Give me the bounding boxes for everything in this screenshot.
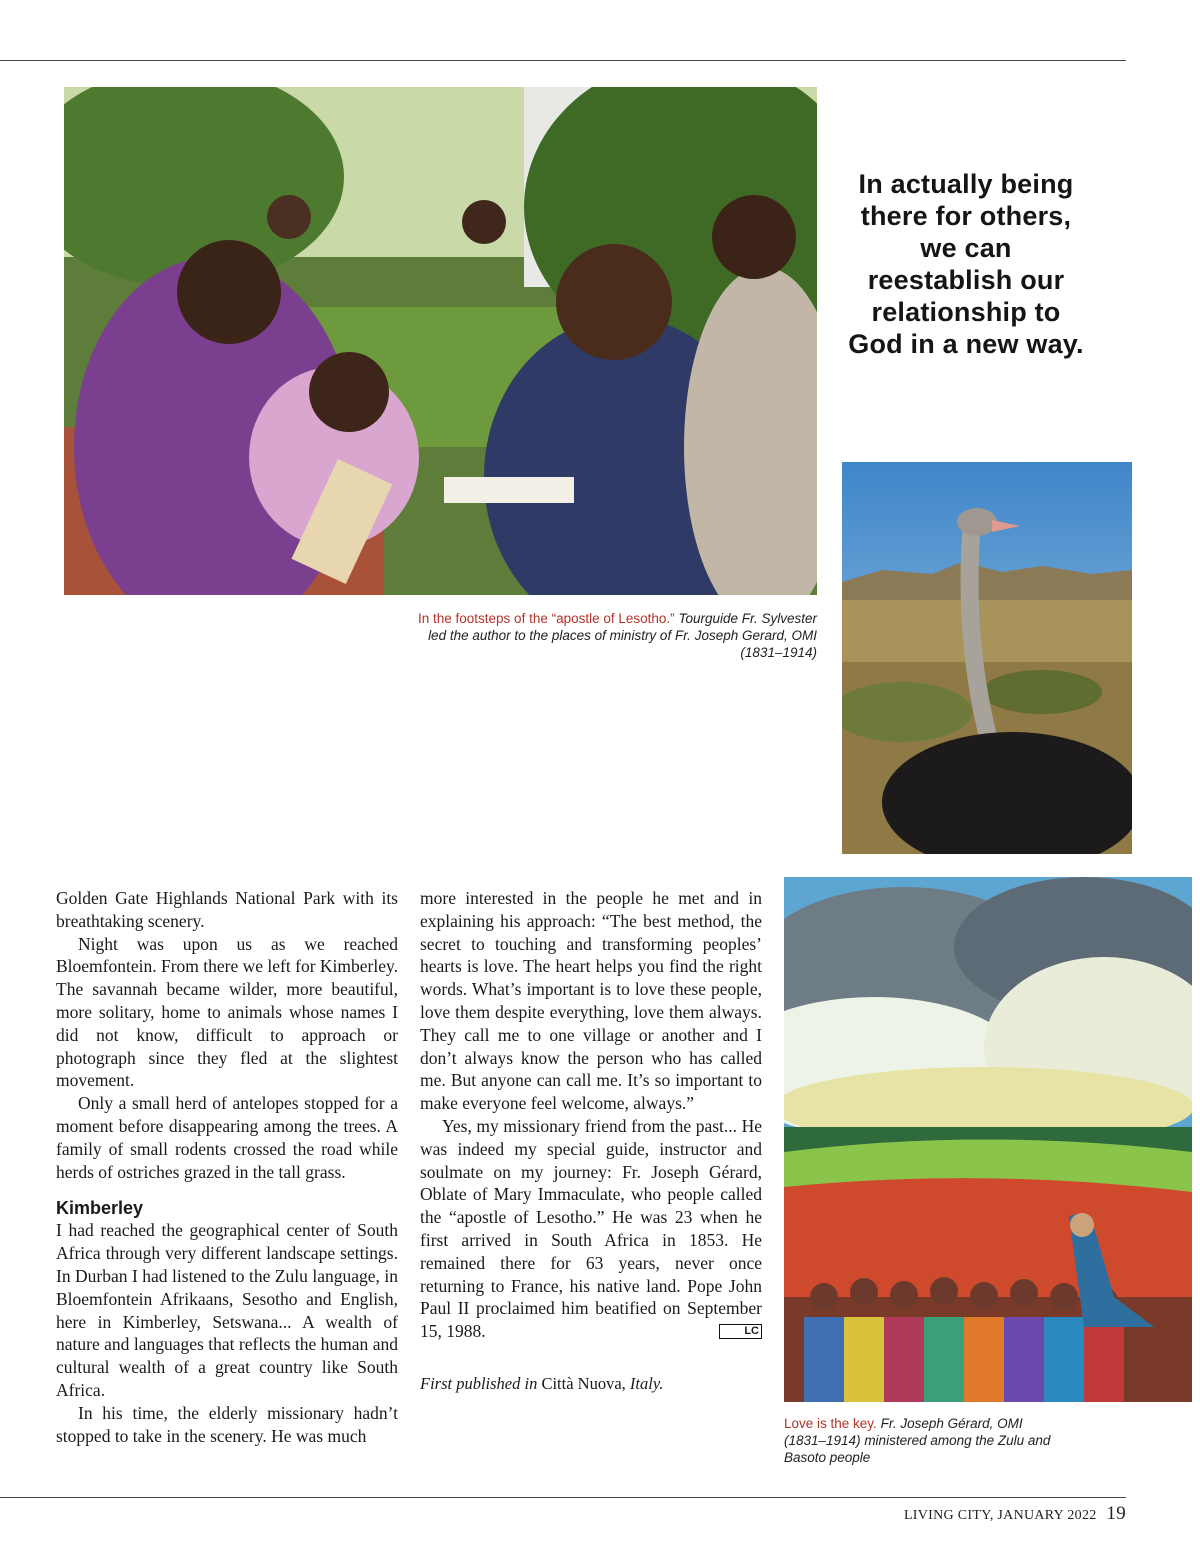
photo-caption (412, 610, 817, 661)
caption-lead: In the footsteps of the “apostle of Lesotho.” (418, 611, 675, 626)
pull-quote: In actually being there for others, we can reestablish our relationship to God in a new way. (848, 169, 1084, 359)
painting-caption (784, 1415, 1054, 1466)
publication-name: LIVING CITY, JANUARY 2022 (903, 1508, 1097, 1523)
paragraph (420, 1115, 762, 1343)
painting-image (784, 877, 1192, 1402)
page-number: 19 (1106, 1503, 1126, 1524)
paragraph: I had reached the geographical center of South Africa through very different landscape settings. In Durban I had listened to the Zulu language, in Bloemfontein Afrikaans, Sesotho and English, here in Kimberley, Setswana... A wealth of nature and languages that reflects the human and cultural wealth of a great country like South Africa. (56, 1220, 398, 1400)
paragraph: more interested in the people he met and in explaining his approach: “The best method, the secret to touching and transforming peoples’ hearts is love. The heart helps you find the right words. What’s important is to love these people, love them despite everything, love them always. They call me to one village or another and I don’t always know the person who has called me. But anyone can call me. It’s so important to make everyone feel welcome, always.” (420, 888, 762, 1114)
section-heading: Kimberley (56, 1198, 144, 1219)
paragraph: In his time, the elderly missionary hadn’t stopped to take in the scenery. He was much (56, 1402, 398, 1446)
publication-credit (420, 1373, 762, 1396)
page-footer (904, 1503, 1126, 1525)
ostrich-photo (842, 462, 1132, 854)
paragraph: Night was upon us as we reached Bloemfontein. From there we left for Kimberley. The savannah became wilder, more beautiful, more solitary, home to animals whose names I did not know, difficult to approach or photograph since they fled at the slightest movement. (56, 933, 398, 1091)
credit-prefix: First published in (420, 1373, 538, 1393)
article-column-1 (56, 887, 398, 1447)
caption-text: Tourguide Fr. Sylvester led the author to the places of ministry of Fr. Joseph Gerard, OMI (1831–1914) (428, 611, 817, 660)
bottom-rule (0, 1497, 1126, 1498)
credit-publication: Città Nuova, (541, 1373, 626, 1393)
end-mark-logo: LC (719, 1324, 762, 1339)
caption-text: Fr. Joseph Gérard, OMI (1831–1914) ministered among the Zulu and Basoto people (784, 1416, 1051, 1465)
top-rule (0, 60, 1126, 61)
credit-country: Italy. (629, 1373, 664, 1393)
article-column-2 (420, 887, 762, 1396)
paragraph: Golden Gate Highlands National Park with its breathtaking scenery. (56, 888, 398, 931)
paragraph: Only a small herd of antelopes stopped for a moment before disappearing among the trees. A family of small rodents crossed the road while herds of ostriches grazed in the tall grass. (56, 1093, 398, 1182)
group-photo (64, 87, 817, 595)
caption-lead: Love is the key. (784, 1416, 877, 1431)
paragraph-text: Yes, my missionary friend from the past... He was indeed my special guide, instructor and soulmate on my journey: Fr. Joseph Gérard, Oblate of Mary Immaculate, who people called the “apostle of Lesotho.” He was 23 when he first arrived in South Africa in 1853. He remained there for 63 years, never once returning to France, his native land. Pope John Paul II proclaimed him beatified on September 15, 1988. (420, 1115, 762, 1342)
